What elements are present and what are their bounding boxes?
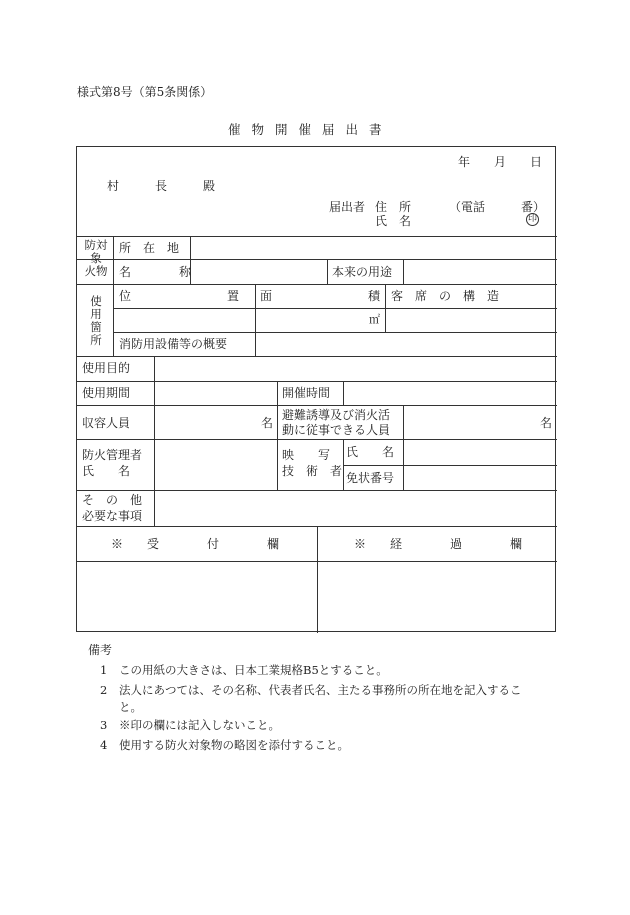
col-divider [343, 381, 344, 405]
col-divider [277, 381, 278, 490]
col-divider [113, 236, 114, 356]
form-table [76, 146, 556, 632]
seating-structure-label: 客 席 の 構 造 [391, 289, 500, 303]
license-number-label: 免状番号 [346, 471, 395, 485]
position-label: 位 置 [119, 289, 240, 303]
note-item [100, 685, 522, 697]
fire-manager-label-2: 氏 名 [82, 464, 131, 478]
note-item [100, 720, 280, 732]
col-divider [317, 526, 318, 633]
notifier-label: 届出者 [329, 200, 366, 214]
note-number: 2 [100, 683, 108, 697]
note-text: と。 [119, 700, 142, 714]
capacity-unit: 名 [261, 416, 274, 430]
hours-label: 開催時間 [282, 386, 331, 400]
projection-label-2: 技 術 者 [282, 464, 343, 478]
name-label: 氏 名 [375, 214, 412, 228]
col-divider [327, 259, 328, 284]
note-text: ※印の欄には記入しないこと。 [119, 718, 280, 732]
projection-label-1: 映 写 [282, 448, 331, 462]
area-unit: ㎡ [369, 313, 380, 326]
date-label: 年 月 日 [458, 155, 543, 169]
note-number: 1 [100, 663, 108, 677]
note-item [100, 702, 142, 714]
tech-name-label: 氏 名 [346, 445, 395, 459]
phone-label: （電話 番） [449, 200, 546, 214]
col-divider [154, 356, 155, 490]
progress-label: ※ 経 過 欄 [354, 537, 523, 551]
location-label: 所 在 地 [119, 241, 180, 255]
row-divider [77, 356, 557, 357]
row-divider [77, 381, 557, 382]
fire-equipment-label: 消防用設備等の概要 [119, 337, 228, 351]
seal-mark: 印 [527, 214, 537, 224]
purpose-label: 使用目的 [82, 361, 131, 375]
reception-label: ※ 受 付 欄 [111, 537, 280, 551]
evac-staff-label-2: 動に従事できる人員 [282, 423, 391, 437]
row-divider [77, 284, 557, 285]
form-title: 催物開催届出書 [228, 122, 393, 137]
evac-staff-unit: 名 [540, 416, 553, 430]
note-item [100, 665, 388, 677]
row-divider [113, 332, 557, 333]
row-divider [77, 439, 557, 440]
note-text: この用紙の大きさは、日本工業規格B5とすること。 [119, 663, 388, 677]
usage-section-label: 使 用 箇 所 [90, 294, 102, 347]
address-label: 住 所 [375, 200, 412, 214]
fire-manager-label-1: 防火管理者 [82, 448, 143, 462]
notes-heading: 備考 [88, 643, 113, 657]
note-item [100, 740, 349, 752]
col-divider [154, 490, 155, 526]
form-number: 様式第8号（第5条関係） [77, 85, 213, 99]
building-name-label: 名 称 [119, 265, 192, 279]
note-text: 法人にあつては、その名称、代表者氏名、主たる事務所の所在地を記入するこ [119, 683, 522, 697]
row-divider [77, 236, 557, 237]
col-divider [403, 405, 404, 439]
col-divider [385, 284, 386, 332]
capacity-label: 収容人員 [82, 416, 131, 430]
other-label-2: 必要な事項 [82, 509, 143, 523]
row-divider [77, 490, 557, 491]
col-divider [403, 259, 404, 284]
row-divider [77, 405, 557, 406]
addressee: 村 長 殿 [107, 179, 216, 193]
note-number: 3 [100, 718, 108, 732]
note-text: 使用する防火対象物の略図を添付すること。 [119, 738, 349, 752]
col-divider [255, 284, 256, 356]
period-label: 使用期間 [82, 386, 131, 400]
area-label: 面 積 [260, 289, 381, 303]
col-divider [343, 439, 344, 490]
other-label-1: そ の 他 [82, 493, 143, 507]
col-divider [403, 439, 404, 490]
row-divider [343, 465, 557, 466]
building-section-label: 防対 象 火物 [84, 238, 108, 278]
original-use-label: 本来の用途 [332, 265, 393, 279]
row-divider [113, 308, 557, 309]
note-number: 4 [100, 738, 108, 752]
row-divider [77, 259, 557, 260]
evac-staff-label-1: 避難誘導及び消火活 [282, 408, 391, 422]
